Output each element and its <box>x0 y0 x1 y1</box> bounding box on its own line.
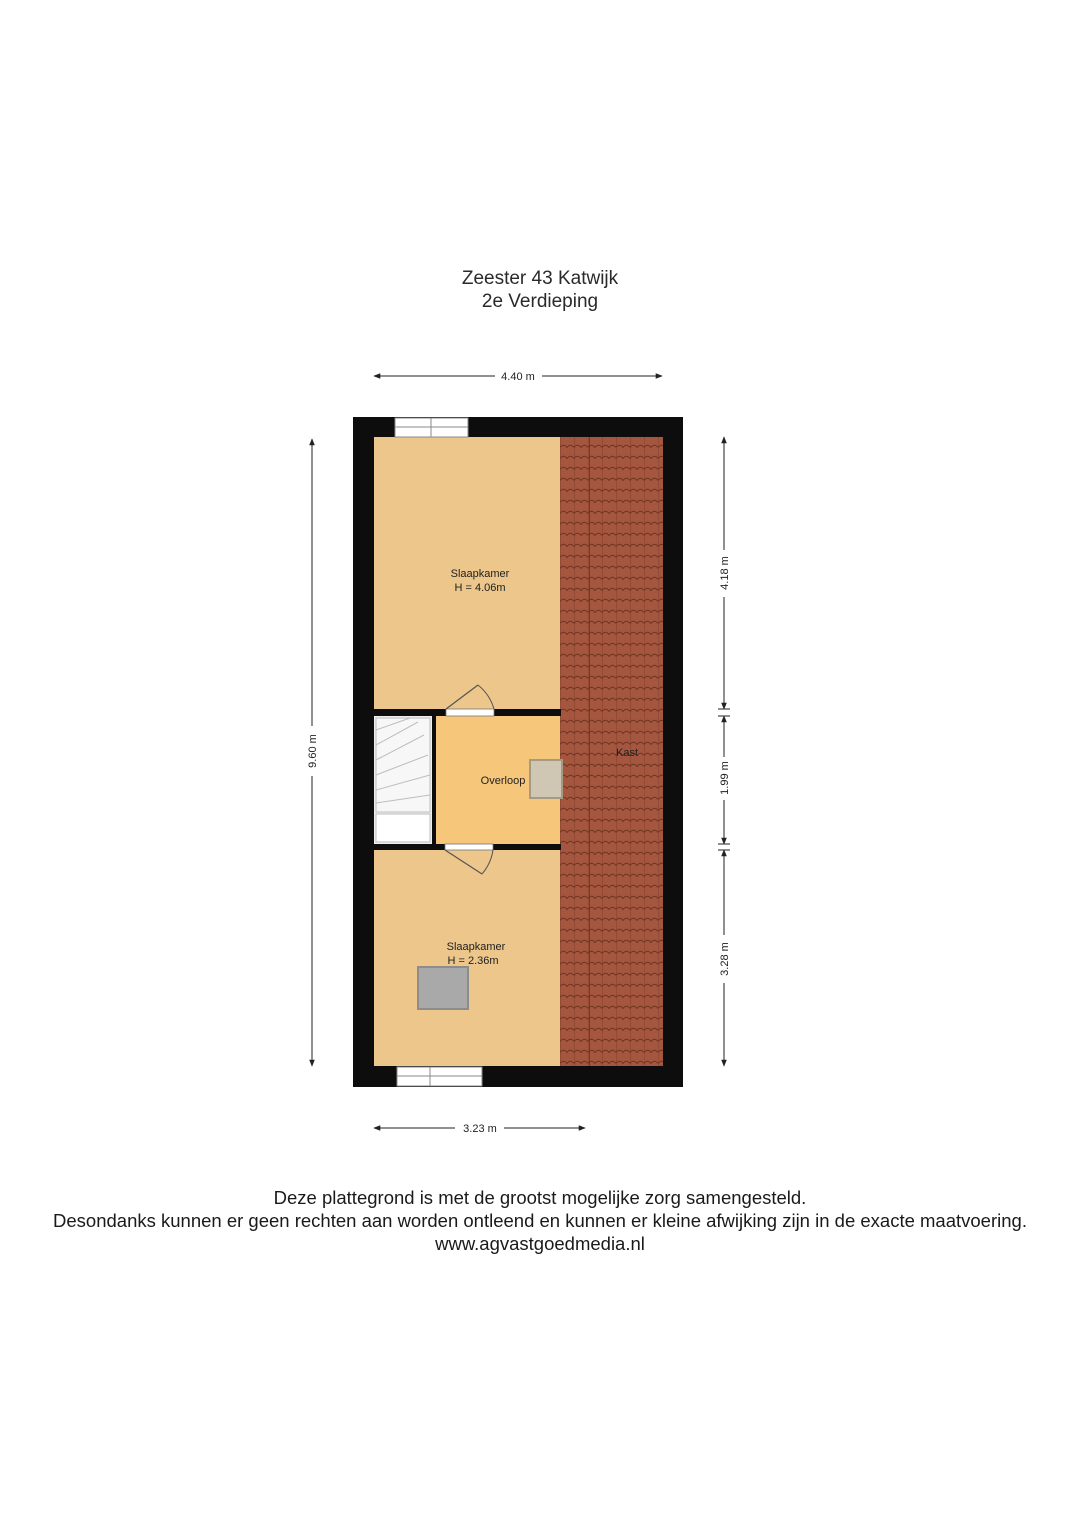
staircase <box>376 718 430 842</box>
dim-right-middle-label: 1.99 m <box>719 761 731 795</box>
stair-wall <box>432 716 436 844</box>
dim-right-top-label: 4.18 m <box>719 556 731 590</box>
window-top <box>395 418 468 437</box>
closet-label: Kast <box>615 747 639 759</box>
skylight-landing <box>530 760 562 798</box>
dim-left-total-label: 9.60 m <box>307 734 319 768</box>
disclaimer-line-2: Desondanks kunnen er geen rechten aan worden ontleend en kunnen er kleine afwijking zijn in de exacte maatvoering. <box>53 1210 1027 1231</box>
bedroom-bottom-height: H = 2.36m <box>447 955 499 967</box>
dim-top-width-label: 4.40 m <box>501 371 535 383</box>
bedroom-top-label: Slaapkamer <box>450 568 510 580</box>
disclaimer-line-1: Deze plattegrond is met de grootst mogelijke zorg samengesteld. <box>273 1187 807 1208</box>
website-link[interactable]: www.agvastgoedmedia.nl <box>435 1233 645 1254</box>
roof-slope-tiles <box>560 437 663 1066</box>
roof-edge-line <box>589 437 590 1066</box>
bedroom-top-height: H = 4.06m <box>454 582 506 594</box>
landing-label: Overloop <box>480 775 526 787</box>
bedroom-bottom-label: Slaapkamer <box>446 941 506 953</box>
window-bottom <box>397 1067 482 1086</box>
dim-bottom-width-label: 3.23 m <box>463 1123 497 1135</box>
floor-subtitle: 2e Verdieping <box>481 291 599 312</box>
plan-title: Zeester 43 Katwijk <box>461 268 619 289</box>
skylight-bedroom <box>418 967 468 1009</box>
dim-right-bottom-label: 3.28 m <box>719 942 731 976</box>
